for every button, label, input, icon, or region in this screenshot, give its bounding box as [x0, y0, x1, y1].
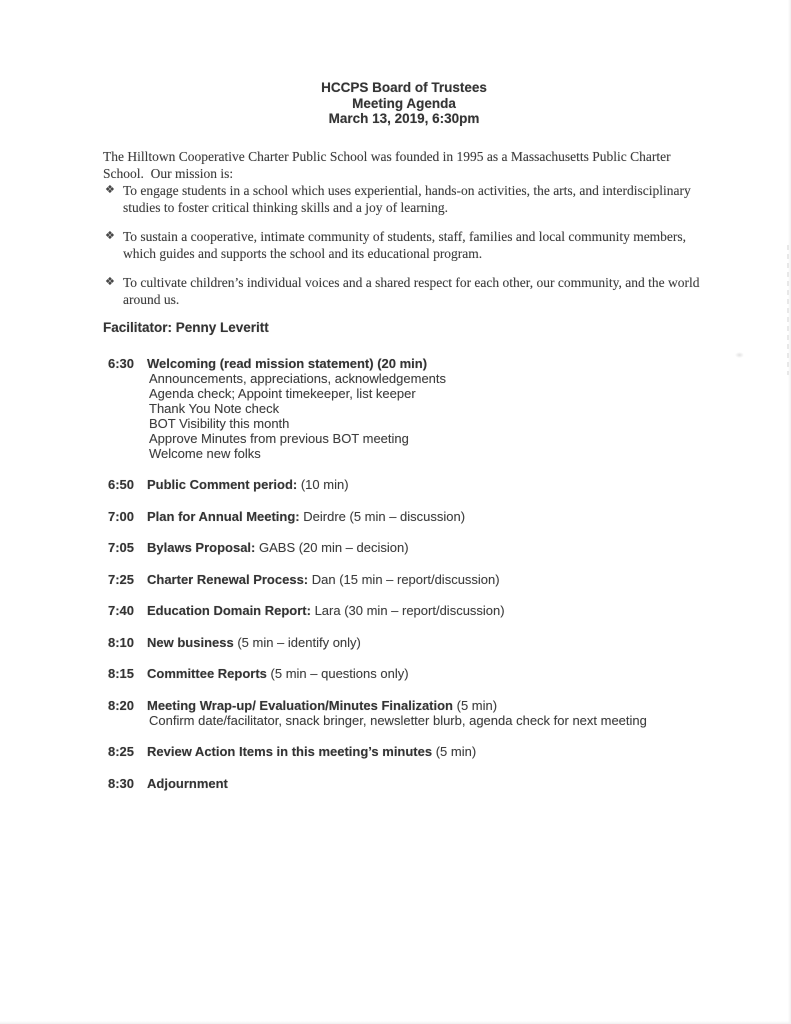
agenda-title-rest: (5 min – questions only): [266, 666, 409, 681]
agenda-title-rest: Dan (15 min – report/discussion): [308, 571, 500, 587]
agenda-title: [147, 666, 705, 682]
agenda-list: [103, 356, 705, 792]
agenda-row: [103, 603, 705, 619]
agenda-sub-item: Agenda check; Appoint timekeeper, list keeper: [149, 386, 416, 401]
agenda-item-annual-meeting: [103, 509, 705, 525]
agenda-time: 7:25: [108, 571, 135, 587]
agenda-item-public-comment: [103, 477, 705, 493]
agenda-item-welcoming: [103, 356, 705, 462]
agenda-title-rest: GABS (20 min – decision): [255, 540, 409, 555]
agenda-title-bold: Review Action Items in this meeting’s minutes: [147, 744, 433, 759]
agenda-item-committee-reports: [103, 666, 705, 682]
scan-artifact-smudge: [735, 352, 744, 358]
agenda-row: [103, 776, 705, 792]
agenda-time: 8:25: [108, 744, 135, 759]
agenda-item-education-domain: [103, 603, 705, 619]
mission-bullet-text: To cultivate children’s individual voices and a shared respect for each other, our community, and the world around us.: [123, 274, 700, 307]
agenda-row: [103, 635, 705, 651]
scan-artifact-streak: [787, 245, 789, 375]
agenda-time: 8:20: [108, 697, 135, 713]
diamond-bullet-icon: ❖: [105, 275, 115, 288]
agenda-title: [147, 603, 705, 619]
agenda-title-rest: (5 min – identify only): [233, 634, 361, 650]
agenda-title-bold: Plan for Annual Meeting:: [147, 508, 300, 524]
agenda-title-bold: Meeting Wrap-up/ Evaluation/Minutes Finalization: [147, 697, 453, 713]
agenda-title-bold: Charter Renewal Process:: [147, 571, 309, 587]
agenda-title-rest: (5 min): [453, 697, 498, 713]
agenda-sub-item: Announcements, appreciations, acknowledgements: [149, 371, 447, 386]
agenda-sub-items: [149, 713, 705, 728]
agenda-sub-item: Confirm date/facilitator, snack bringer, newsletter blurb, agenda check for next meeting: [149, 713, 647, 728]
agenda-row: [103, 698, 705, 714]
agenda-time: 7:00: [108, 508, 135, 524]
mission-bullet: [103, 182, 705, 216]
mission-bullet: [103, 274, 705, 308]
agenda-row: [103, 509, 705, 525]
agenda-time: 8:10: [108, 634, 135, 650]
agenda-title: [147, 509, 705, 525]
agenda-time: 8:15: [108, 666, 135, 681]
agenda-time: 7:05: [108, 540, 135, 555]
agenda-title: [147, 698, 705, 714]
agenda-item-new-business: [103, 635, 705, 651]
agenda-time: 6:50: [108, 477, 135, 492]
agenda-title-rest: Deirdre (5 min – discussion): [299, 508, 466, 524]
agenda-item-review-action-items: [103, 744, 705, 760]
mission-bullet-list: [103, 182, 705, 308]
agenda-item-bylaws: [103, 540, 705, 556]
agenda-title-bold: Education Domain Report:: [147, 603, 311, 618]
agenda-title: [147, 477, 705, 493]
agenda-title: [147, 572, 705, 588]
agenda-row: [103, 572, 705, 588]
agenda-time: 8:30: [108, 775, 135, 791]
agenda-title-bold: Welcoming (read mission statement) (20 min): [147, 355, 428, 371]
agenda-sub-item: BOT Visibility this month: [149, 416, 290, 431]
document-title: HCCPS Board of Trustees: [321, 80, 487, 95]
agenda-row: [103, 540, 705, 556]
document-subtitle: Meeting Agenda: [352, 95, 456, 111]
agenda-sub-items: [149, 371, 705, 461]
agenda-title-bold: New business: [147, 634, 234, 650]
agenda-title: [147, 540, 705, 556]
agenda-title: [147, 356, 705, 372]
agenda-row: [103, 744, 705, 760]
agenda-title-rest: (10 min): [297, 477, 349, 492]
agenda-title-rest: (5 min): [432, 744, 477, 759]
agenda-item-adjournment: [103, 776, 705, 792]
diamond-bullet-icon: ❖: [105, 229, 115, 242]
agenda-title: [147, 744, 705, 760]
agenda-title: [147, 776, 705, 792]
agenda-sub-item: Thank You Note check: [149, 401, 280, 416]
agenda-row: [103, 356, 705, 372]
agenda-row: [103, 666, 705, 682]
agenda-title: [147, 635, 705, 651]
agenda-row: [103, 477, 705, 493]
agenda-sub-item: Welcome new folks: [149, 446, 261, 461]
mission-bullet-text: To sustain a cooperative, intimate community of students, staff, families and local community members, which guides and supports the school and its educational program.: [123, 228, 687, 261]
agenda-title-bold: Adjournment: [147, 775, 228, 791]
agenda-sub-item: Approve Minutes from previous BOT meeting: [149, 431, 409, 446]
diamond-bullet-icon: ❖: [105, 183, 115, 196]
facilitator-line: Facilitator: Penny Leveritt: [103, 319, 269, 335]
agenda-title-rest: Lara (30 min – report/discussion): [310, 603, 505, 618]
agenda-item-charter-renewal: [103, 572, 705, 588]
intro-paragraph: The Hilltown Cooperative Charter Public School was founded in 1995 as a Massachusetts Public Charter School. Our mission is:: [103, 148, 675, 181]
agenda-time: 6:30: [108, 355, 135, 371]
agenda-title-bold: Bylaws Proposal:: [147, 540, 256, 555]
agenda-title-bold: Committee Reports: [147, 666, 267, 681]
agenda-item-wrap-up: [103, 698, 705, 729]
agenda-time: 7:40: [108, 603, 135, 618]
agenda-title-bold: Public Comment period:: [147, 477, 298, 492]
mission-bullet: [103, 228, 705, 262]
mission-bullet-text: To engage students in a school which uses experiential, hands-on activities, the arts, and interdisciplinary studies to foster critical thinking skills and a joy of learning.: [123, 182, 691, 215]
document-header: [103, 80, 705, 127]
document-datetime: March 13, 2019, 6:30pm: [328, 111, 480, 126]
